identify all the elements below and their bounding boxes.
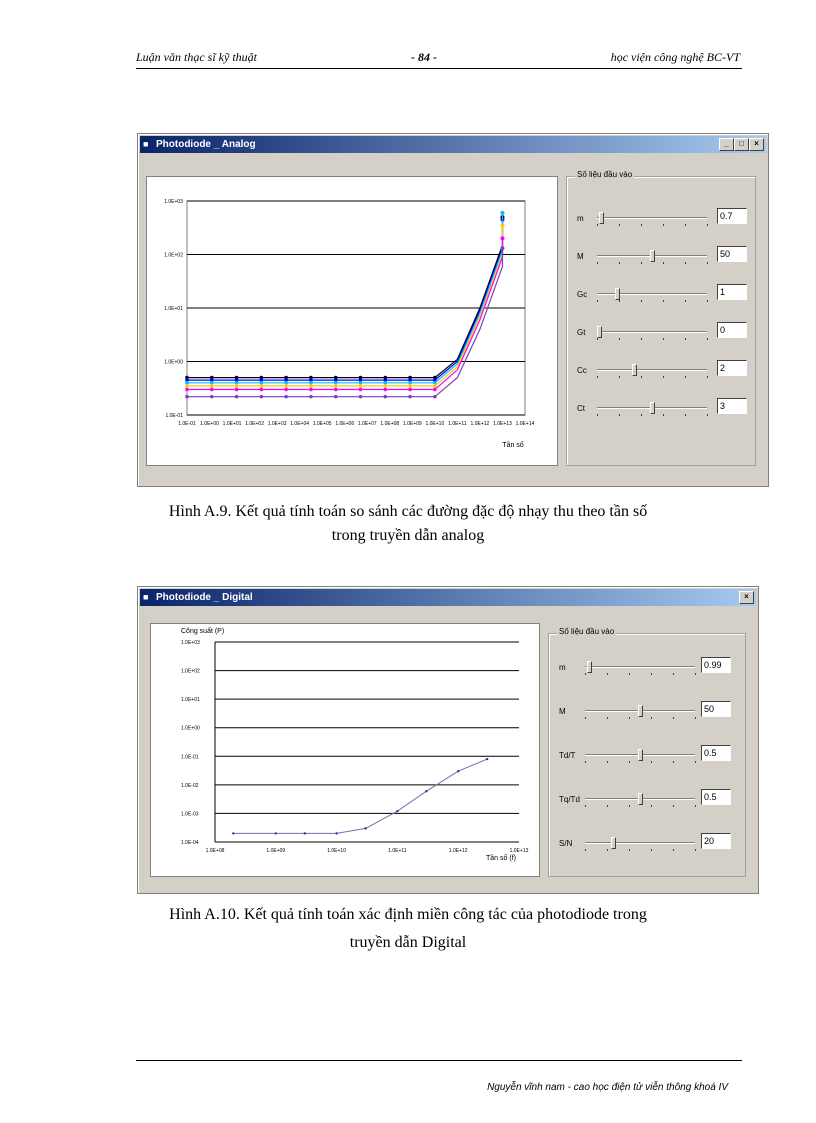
x-tick-label: 1.0E-01 — [178, 421, 196, 427]
param-label-m: M — [577, 252, 584, 261]
param-label-tqtd: Tq/Td — [559, 795, 580, 804]
param-label-gc: Gc — [577, 290, 588, 299]
slider-tick — [619, 262, 620, 264]
slider-tick — [695, 849, 696, 851]
data-point — [359, 395, 363, 399]
param-value-field[interactable]: 20 — [701, 833, 731, 849]
analog-window — [137, 133, 769, 487]
param-slider-thumb[interactable] — [638, 705, 643, 717]
slider-tick — [695, 717, 696, 719]
data-point — [232, 832, 234, 834]
x-tick-label: 1.0E+07 — [357, 421, 377, 427]
slider-tick — [619, 414, 620, 416]
slider-tick — [641, 414, 642, 416]
y-tick-label: 1.0E+01 — [164, 306, 183, 312]
data-point — [210, 381, 214, 385]
param-value-field[interactable]: 3 — [717, 398, 747, 414]
x-tick-label: 1.0E+01 — [222, 421, 242, 427]
data-point — [185, 395, 189, 399]
param-slider-thumb[interactable] — [611, 837, 616, 849]
param-label-ct: Ct — [577, 404, 585, 413]
data-point — [309, 381, 313, 385]
page-number: - 84 - — [411, 50, 437, 64]
param-slider-track[interactable] — [585, 842, 695, 844]
x-tick-label: 1.0E+05 — [312, 421, 332, 427]
slider-tick — [619, 300, 620, 302]
data-point — [425, 790, 427, 792]
data-point — [235, 384, 239, 388]
x-axis-title: Tần số — [502, 442, 524, 449]
series-line — [233, 759, 487, 833]
digital-chart-svg — [151, 624, 539, 876]
data-point — [185, 384, 189, 388]
x-tick-label: 1.0E+11 — [448, 421, 467, 427]
data-point — [275, 832, 277, 834]
slider-tick — [663, 338, 664, 340]
param-value-field[interactable]: 0.5 — [701, 745, 731, 761]
header-left: Luận văn thạc sĩ kỹ thuật — [136, 50, 257, 64]
param-slider-thumb[interactable] — [650, 250, 655, 262]
x-tick-label: 1.0E+14 — [515, 421, 535, 427]
data-point — [500, 236, 504, 240]
data-point — [457, 770, 459, 772]
x-tick-label: 1.0E+00 — [200, 421, 219, 427]
slider-tick — [673, 761, 674, 763]
slider-tick — [673, 849, 674, 851]
data-point — [260, 388, 264, 392]
data-point — [284, 395, 288, 399]
slider-tick — [685, 338, 686, 340]
slider-tick — [651, 849, 652, 851]
y-axis-title: Công suất (P) — [181, 628, 225, 635]
slider-tick — [673, 673, 674, 675]
slider-tick — [663, 376, 664, 378]
slider-tick — [673, 805, 674, 807]
data-point — [284, 381, 288, 385]
slider-tick — [673, 717, 674, 719]
slider-tick — [597, 224, 598, 226]
param-slider-track[interactable] — [597, 217, 707, 219]
analog-group-title: Số liệu đầu vào — [577, 170, 633, 179]
y-tick-label: 1.0E-02 — [181, 782, 199, 789]
data-point — [396, 810, 398, 812]
slider-tick — [597, 376, 598, 378]
y-tick-label: 1.0E+03 — [181, 640, 200, 646]
x-tick-label: 1.0E+12 — [470, 421, 490, 427]
data-point — [408, 381, 412, 385]
slider-tick — [607, 717, 608, 719]
slider-tick — [685, 262, 686, 264]
data-point — [210, 388, 214, 392]
slider-tick — [685, 376, 686, 378]
app-icon: ■ — [143, 139, 149, 149]
data-point — [260, 395, 264, 399]
slider-tick — [641, 224, 642, 226]
slider-tick — [585, 805, 586, 807]
analog-titlebar[interactable] — [140, 136, 766, 153]
slider-tick — [685, 414, 686, 416]
slider-tick — [597, 262, 598, 264]
slider-tick — [607, 761, 608, 763]
x-tick-label: 1.0E+03 — [267, 421, 287, 427]
figure2-caption-line1: Hình A.10. Kết quả tính toán xác định miền công tác của photodiode trong — [169, 906, 647, 923]
digital-chart — [150, 623, 540, 877]
data-point — [486, 758, 488, 760]
slider-tick — [629, 805, 630, 807]
x-tick-label: 1.0E+08 — [380, 421, 400, 427]
param-value-field[interactable]: 2 — [717, 360, 747, 376]
close-icon[interactable]: × — [739, 591, 754, 604]
slider-tick — [629, 717, 630, 719]
param-slider-thumb[interactable] — [597, 326, 602, 338]
data-point — [284, 384, 288, 388]
data-point — [334, 395, 338, 399]
slider-tick — [707, 338, 708, 340]
data-point — [359, 388, 363, 392]
data-point — [185, 381, 189, 385]
slider-tick — [619, 376, 620, 378]
y-tick-label: 1.0E-04 — [181, 840, 199, 846]
slider-tick — [663, 262, 664, 264]
slider-tick — [685, 300, 686, 302]
slider-tick — [707, 376, 708, 378]
x-tick-label: 1.0E+09 — [266, 848, 286, 854]
slider-tick — [607, 673, 608, 675]
data-point — [210, 384, 214, 388]
header-right: học viện công nghệ BC-VT — [610, 50, 740, 64]
slider-tick — [597, 414, 598, 416]
figure1-caption-line2: trong truyền dẫn analog — [331, 527, 485, 544]
slider-tick — [707, 300, 708, 302]
x-tick-label: 1.0E+10 — [327, 848, 346, 854]
x-tick-label: 1.0E+10 — [425, 421, 445, 427]
slider-tick — [641, 376, 642, 378]
data-point — [433, 384, 437, 388]
slider-tick — [651, 673, 652, 675]
data-point — [359, 381, 363, 385]
analog-window-title: Photodiode _ Analog — [156, 139, 256, 150]
slider-tick — [663, 414, 664, 416]
slider-tick — [707, 414, 708, 416]
y-tick-label: 1.0E-01 — [181, 754, 199, 761]
data-point — [335, 832, 337, 834]
digital-input-group — [548, 627, 746, 877]
analog-chart — [146, 176, 558, 466]
x-axis-title: Tần số (f) — [486, 855, 516, 862]
data-point — [284, 388, 288, 392]
param-value-field[interactable]: 0.5 — [701, 789, 731, 805]
param-value-field[interactable]: 0.99 — [701, 657, 731, 673]
y-tick-label: 1.0E+03 — [164, 199, 183, 205]
param-slider-thumb[interactable] — [650, 402, 655, 414]
data-point — [408, 384, 412, 388]
slider-tick — [641, 262, 642, 264]
data-point — [235, 388, 239, 392]
data-point — [433, 381, 437, 385]
x-tick-label: 1.0E+02 — [245, 421, 264, 427]
y-tick-label: 1.0E-03 — [181, 811, 199, 818]
data-point — [500, 223, 504, 227]
x-tick-label: 1.0E+13 — [493, 421, 512, 427]
slider-tick — [607, 805, 608, 807]
slider-tick — [597, 338, 598, 340]
data-point — [235, 395, 239, 399]
close-icon[interactable]: × — [749, 138, 764, 151]
param-slider-thumb[interactable] — [638, 749, 643, 761]
param-slider-thumb[interactable] — [615, 288, 620, 300]
maximize-icon[interactable]: □ — [734, 138, 749, 151]
param-label-m: m — [577, 214, 584, 223]
y-tick-label: 1.0E+00 — [181, 725, 200, 732]
param-value-field[interactable]: 0.7 — [717, 208, 747, 224]
data-point — [359, 384, 363, 388]
param-value-field[interactable]: 50 — [701, 701, 731, 717]
param-label-m: M — [559, 707, 566, 716]
slider-tick — [641, 300, 642, 302]
slider-tick — [695, 805, 696, 807]
data-point — [235, 381, 239, 385]
slider-tick — [695, 761, 696, 763]
data-point — [433, 395, 437, 399]
slider-tick — [597, 300, 598, 302]
data-point — [309, 384, 313, 388]
footer-rule — [136, 1060, 742, 1061]
x-tick-label: 1.0E+11 — [388, 848, 407, 854]
param-label-m: m — [559, 663, 566, 672]
param-label-tdt: Td/T — [559, 751, 576, 760]
slider-tick — [641, 338, 642, 340]
param-slider-thumb[interactable] — [638, 793, 643, 805]
data-point — [260, 381, 264, 385]
y-tick-label: 1.0E+02 — [164, 252, 183, 259]
data-point — [260, 384, 264, 388]
data-point — [334, 384, 338, 388]
param-value-field[interactable]: 50 — [717, 246, 747, 262]
minimize-icon[interactable]: _ — [719, 138, 734, 151]
slider-tick — [651, 761, 652, 763]
param-slider-track[interactable] — [597, 293, 707, 295]
data-point — [408, 388, 412, 392]
data-point — [500, 211, 504, 215]
slider-tick — [619, 338, 620, 340]
data-point — [383, 381, 387, 385]
slider-tick — [585, 761, 586, 763]
digital-titlebar[interactable] — [140, 589, 756, 606]
slider-tick — [707, 262, 708, 264]
analog-chart-svg — [147, 177, 557, 465]
data-point — [334, 388, 338, 392]
slider-tick — [629, 761, 630, 763]
data-point — [334, 381, 338, 385]
slider-tick — [651, 717, 652, 719]
slider-tick — [651, 805, 652, 807]
data-point — [309, 395, 313, 399]
y-tick-label: 1.0E+01 — [181, 697, 200, 704]
data-point — [383, 388, 387, 392]
param-slider-track[interactable] — [597, 331, 707, 333]
param-label-cc: Cc — [577, 366, 587, 375]
y-tick-label: 1.0E+00 — [164, 359, 183, 366]
header-rule — [136, 68, 742, 69]
x-tick-label: 1.0E+06 — [335, 421, 355, 427]
data-point — [364, 827, 366, 829]
param-label-gt: Gt — [577, 328, 586, 337]
param-value-field[interactable]: 1 — [717, 284, 747, 300]
data-point — [408, 395, 412, 399]
data-point — [383, 395, 387, 399]
slider-tick — [629, 849, 630, 851]
digital-window — [137, 586, 759, 894]
param-slider-track[interactable] — [585, 666, 695, 668]
y-tick-label: 1.0E-01 — [165, 413, 183, 419]
figure1-caption-line1: Hình A.9. Kết quả tính toán so sánh các đường đặc độ nhạy thu theo tần số — [168, 503, 648, 520]
data-point — [383, 384, 387, 388]
param-label-sn: S/N — [559, 839, 573, 848]
slider-tick — [629, 673, 630, 675]
param-slider-thumb[interactable] — [599, 212, 604, 224]
data-point — [210, 395, 214, 399]
param-slider-thumb[interactable] — [587, 661, 592, 673]
slider-tick — [663, 224, 664, 226]
slider-tick — [607, 849, 608, 851]
param-slider-thumb[interactable] — [632, 364, 637, 376]
slider-tick — [585, 849, 586, 851]
x-tick-label: 1.0E+04 — [290, 421, 310, 427]
slider-tick — [707, 224, 708, 226]
param-value-field[interactable]: 0 — [717, 322, 747, 338]
x-tick-label: 1.0E+12 — [448, 848, 468, 854]
slider-tick — [619, 224, 620, 226]
x-tick-label: 1.0E+08 — [205, 848, 225, 854]
figure2-caption-line2: truyền dẫn Digital — [349, 934, 467, 951]
slider-tick — [685, 224, 686, 226]
data-point — [500, 246, 504, 250]
slider-tick — [585, 717, 586, 719]
data-point — [309, 388, 313, 392]
slider-tick — [585, 673, 586, 675]
app-icon: ■ — [143, 592, 149, 602]
x-tick-label: 1.0E+09 — [402, 421, 422, 427]
param-slider-track[interactable] — [597, 369, 707, 371]
footer-text: Nguyễn vĩnh nam - cao học điện tử viễn thông khoá IV — [487, 1082, 728, 1093]
data-point — [304, 832, 306, 834]
slider-tick — [663, 300, 664, 302]
data-point — [185, 388, 189, 392]
digital-group-title: Số liệu đầu vào — [559, 627, 615, 636]
analog-input-group — [566, 170, 756, 466]
slider-tick — [695, 673, 696, 675]
x-tick-label: 1.0E+13 — [509, 848, 529, 854]
digital-window-title: Photodiode _ Digital — [156, 592, 253, 603]
y-tick-label: 1.0E+02 — [181, 668, 200, 675]
data-point — [433, 388, 437, 392]
